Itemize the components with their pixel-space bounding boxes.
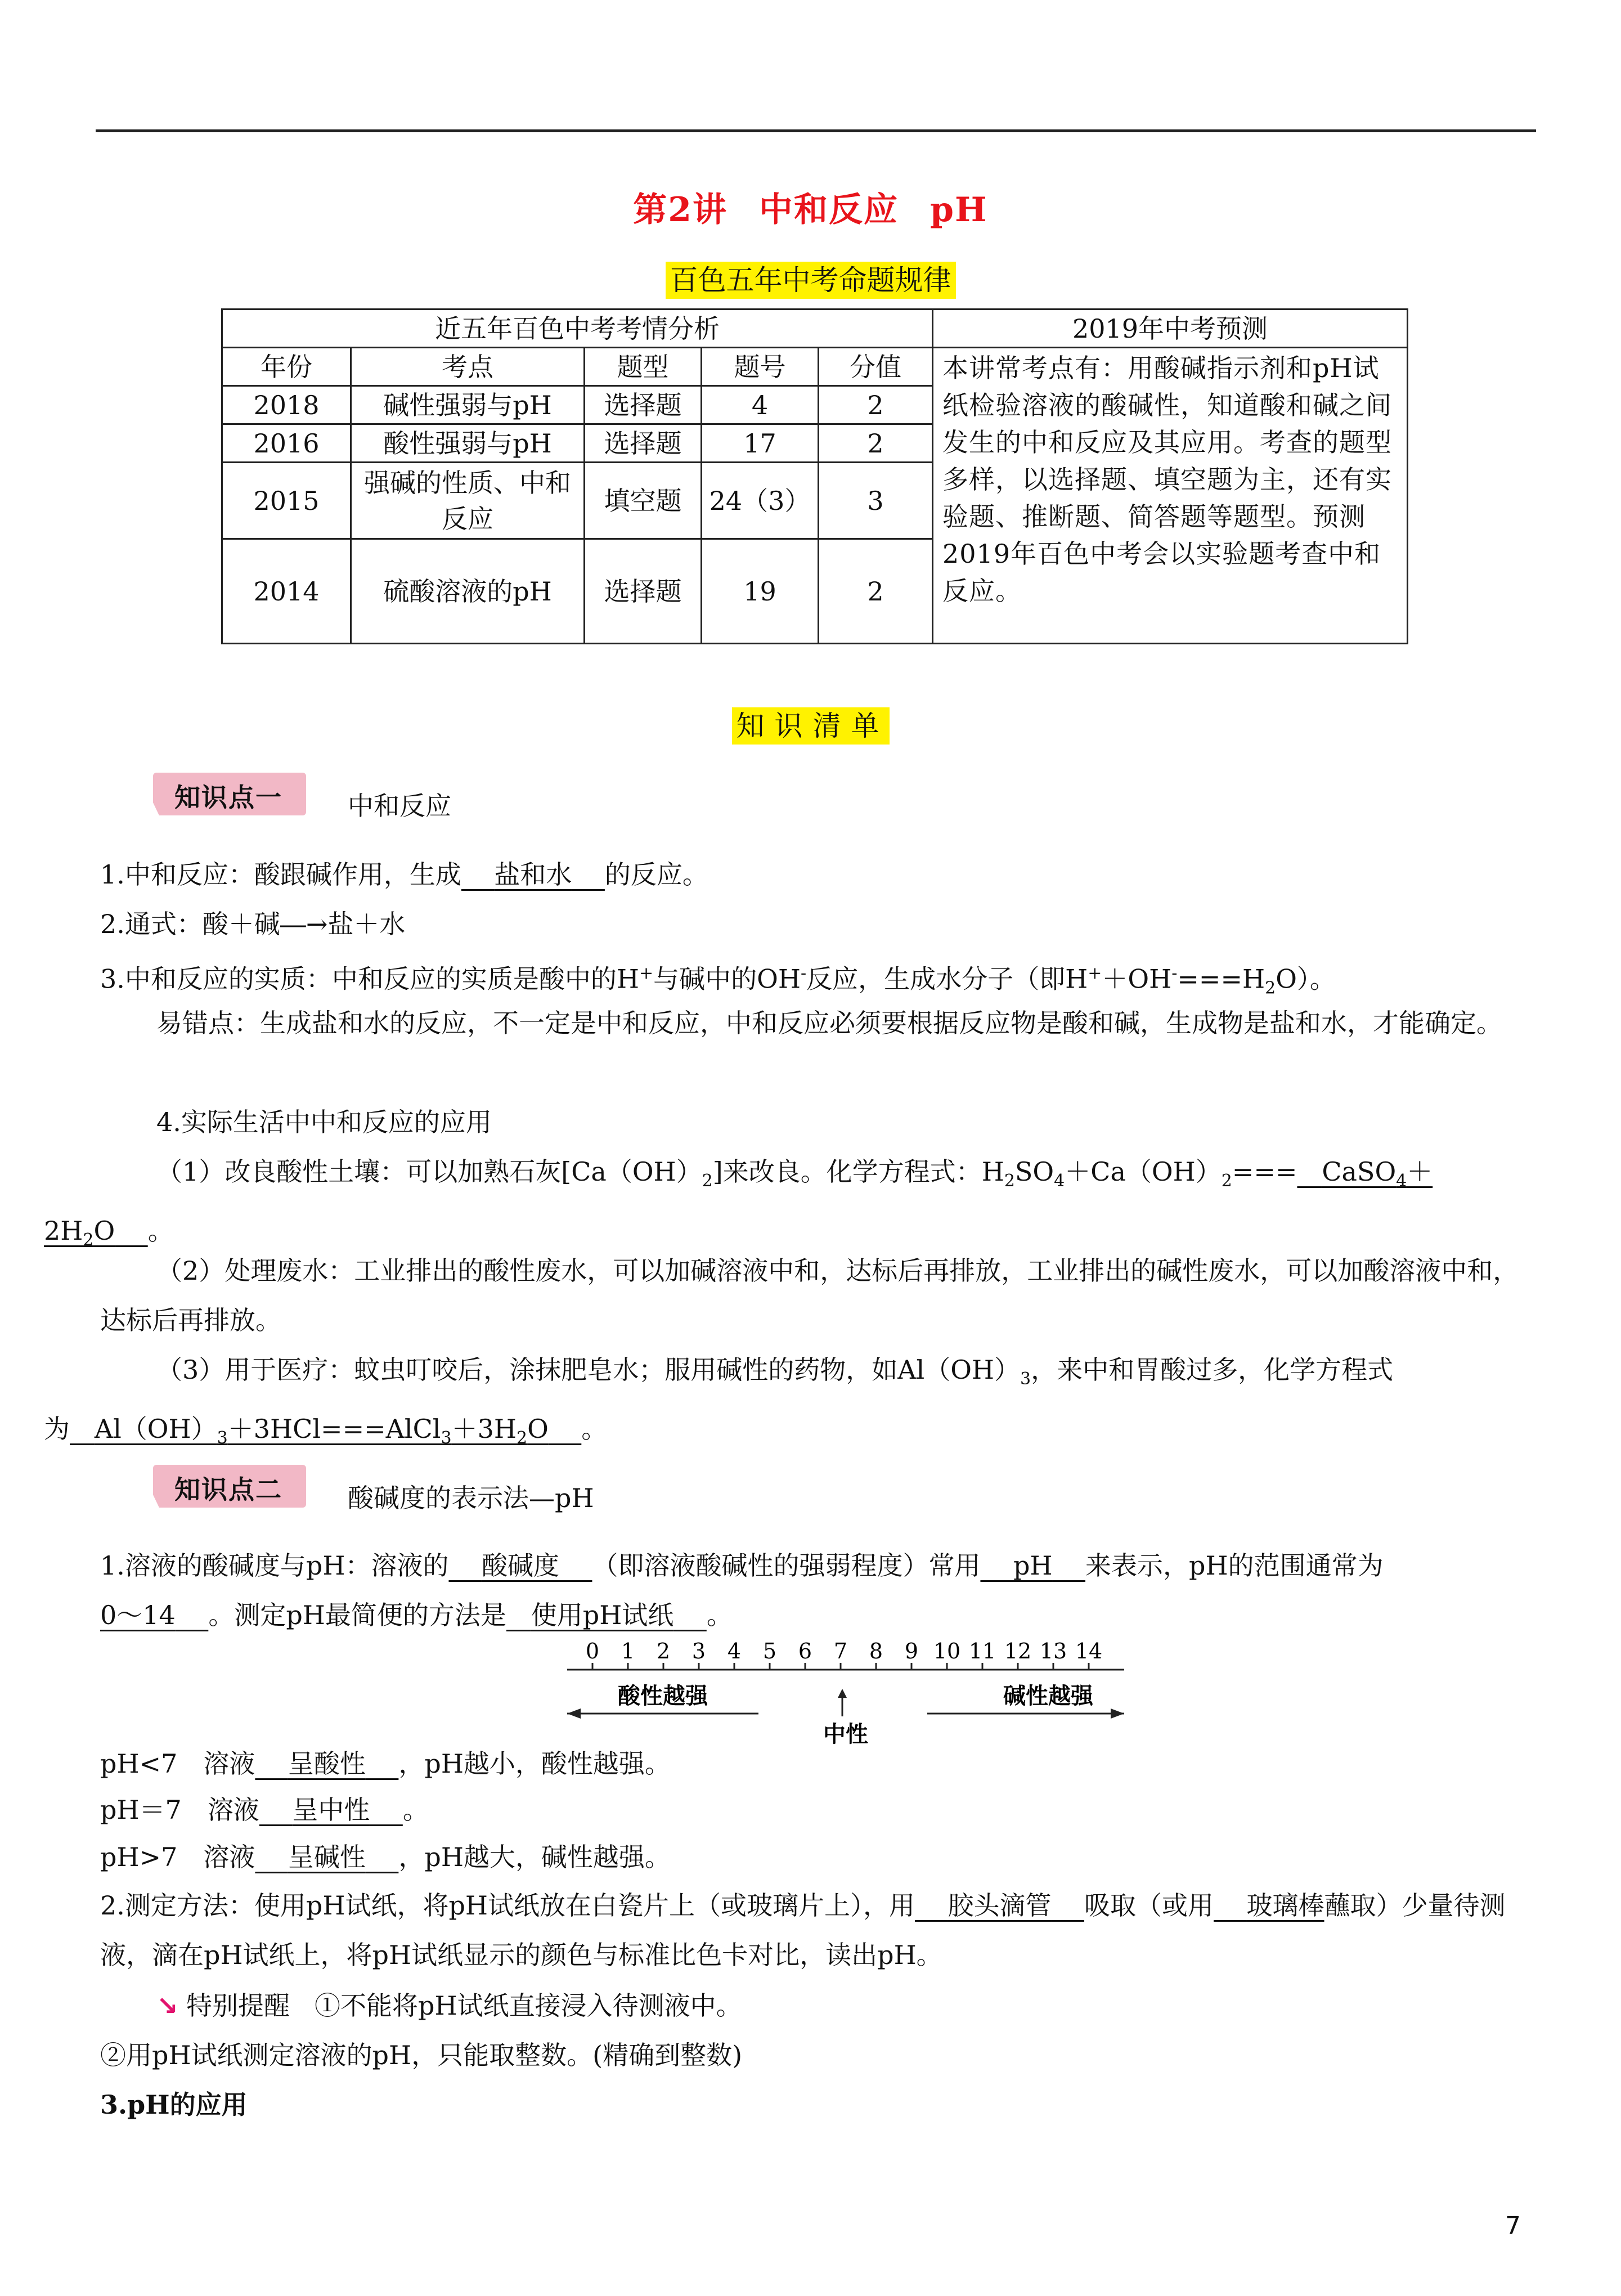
ph-tick-label: 12 [1004,1639,1032,1663]
exam-pattern-heading: 百色五年中考命题规律 [0,258,1621,298]
cell-score: 2 [819,424,933,463]
ph-tick-label: 1 [621,1639,635,1663]
col-header: 年份 [222,348,351,386]
kp2-rule-acid: pH<7 溶液 呈酸性 ，pH越小，酸性越强。 [100,1748,671,1779]
lecture-ph: pH [930,190,988,230]
ph-tick-label: 7 [833,1639,848,1663]
kp2-rule-neutral: pH＝7 溶液 呈中性 。 [100,1795,429,1825]
ph-tick-label: 10 [933,1639,961,1663]
cell-point: 强碱的性质、中和反应 [351,463,585,539]
cell-point: 碱性强弱与pH [351,386,585,424]
kp2-item2: 2.测定方法：使用pH试纸，将pH试纸放在白瓷片上（或玻璃片上），用 胶头滴管 吸取（或用 玻璃棒蘸取）少量待测液，滴在pH试纸上，将pH试纸显示的颜色与标准比色卡对比，读出pH。 [100,1890,1506,1970]
col-header: 考点 [351,348,585,386]
acid-label: 酸性越强 [618,1683,708,1709]
cell-score: 2 [819,386,933,424]
cell-point: 硫酸溶液的pH [351,539,585,644]
kp2-rule-base: pH>7 溶液 呈碱性 ，pH越大，碱性越强。 [100,1842,671,1872]
ph-tick-label: 9 [904,1639,919,1663]
ph-tick-label: 2 [656,1639,671,1663]
cell-score: 2 [819,539,933,644]
lecture-number: 第2讲 [633,190,728,230]
page-title [0,183,1621,231]
kp1-application2: （2）处理废水：工业排出的酸性废水，可以加碱溶液中和，达标后再排放，工业排出的碱性废水，可以加酸溶液中和，达标后再排放。 [100,1255,1519,1335]
neutral-arrow-head [838,1689,847,1698]
knowledge-list-heading: 知识清单 [0,703,1621,744]
base-arrow-head [1111,1708,1124,1719]
page-number: 7 [1505,2212,1521,2240]
ph-tick-label: 8 [869,1639,883,1663]
kp2-item1: 1.溶液的酸碱度与pH：溶液的 酸碱度 （即溶液酸碱性的强弱程度）常用 pH 来表示，pH的范围通常为 0～14 。测定pH最简便的方法是 使用pH试纸 。 [100,1550,1384,1630]
kp1-application1: （1）改良酸性土壤：可以加熟石灰$[Ca(OH)_2]$来改良。化学方程式：$H_2SO_4+Ca(OH)_2===$ CaSO$_4$＋ $2H_2O$ 。 [44,1156,1433,1250]
cell-num: 24（3） [702,463,819,539]
ph-tick-label: 11 [968,1639,996,1663]
kp1-application3: （3）用于医疗：蚊虫叮咬后，涂抹肥皂水；服用碱性的药物，如$Al(OH)_3$，来中和胃酸过多，化学方程式 为 $Al(OH)_3+3HCl===AlCl_3+3H_2O$ 。 [44,1355,1394,1449]
ph-tick-label: 13 [1039,1639,1067,1663]
cell-point: 酸性强弱与pH [351,424,585,463]
table-left-header: 近五年百色中考考情分析 [222,310,933,348]
kp1-item3: 3.中和反应的实质：中和反应的实质是酸中的H+与碱中的OH-反应，生成水分子（即$H^++OH^-===H_2O$）。 [100,963,1336,998]
kp1-title: 中和反应 [348,791,451,821]
cell-year: 2014 [222,539,351,644]
col-header: 分值 [819,348,933,386]
kp2-note1: ↘ 特别提醒 ①不能将pH试纸直接浸入待测液中。 [156,1990,742,2021]
ph-tick-label: 3 [691,1639,706,1663]
kp1-pitfall: 易错点：生成盐和水的反应，不一定是中和反应，中和反应必须要根据反应物是酸和碱，生成物是盐和水，才能确定。 [156,1008,1502,1038]
cell-type: 选择题 [585,386,702,424]
cell-year: 2016 [222,424,351,463]
cell-type: 填空题 [585,463,702,539]
prediction-text: 本讲常考点有：用酸碱指示剂和pH试纸检验溶液的酸碱性，知道酸和碱之间发生的中和反应及其应用。考查的题型多样，以选择题、填空题为主，还有实验题、推断题、简答题等题型。预测2019年百色中考会以实验题考查中和反应。 [933,348,1408,644]
ph-tick-label: 5 [762,1639,777,1663]
ph-scale-diagram [567,1635,1124,1747]
base-label: 碱性越强 [1003,1683,1093,1709]
kp1-item2: 2.通式：酸＋碱―→盐＋水 [100,909,406,939]
kp2-item3: 3.pH的应用 [100,2089,248,2120]
ph-tick-label: 6 [798,1639,812,1663]
kp1-item1: 1.中和反应：酸跟碱作用，生成 盐和水 的反应。 [100,859,708,890]
cell-num: 19 [702,539,819,644]
kp2-title: 酸碱度的表示法—pH [348,1483,594,1513]
exam-analysis-table [221,308,1408,644]
cell-type: 选择题 [585,424,702,463]
table-right-header: 2019年中考预测 [933,310,1408,348]
col-header: 题型 [585,348,702,386]
cell-type: 选择题 [585,539,702,644]
top-rule [96,129,1536,132]
neutral-label: 中性 [823,1721,868,1747]
note-arrow-icon: ↘ [156,1990,178,2021]
cell-year: 2018 [222,386,351,424]
kp2-note2: ②用pH试纸测定溶液的pH，只能取整数。(精确到整数) [100,2040,743,2070]
kp1-tag: 知识点一 [153,773,306,815]
cell-num: 17 [702,424,819,463]
acid-arrow-head [567,1708,581,1719]
ph-tick-label: 14 [1075,1639,1103,1663]
ph-tick-label: 0 [585,1639,600,1663]
col-header: 题号 [702,348,819,386]
cell-num: 4 [702,386,819,424]
cell-score: 3 [819,463,933,539]
kp1-item4: 4.实际生活中中和反应的应用 [156,1107,492,1137]
cell-year: 2015 [222,463,351,539]
ph-tick-label: 4 [727,1639,742,1663]
kp2-tag: 知识点二 [153,1465,306,1508]
lecture-topic: 中和反应 [759,190,899,230]
